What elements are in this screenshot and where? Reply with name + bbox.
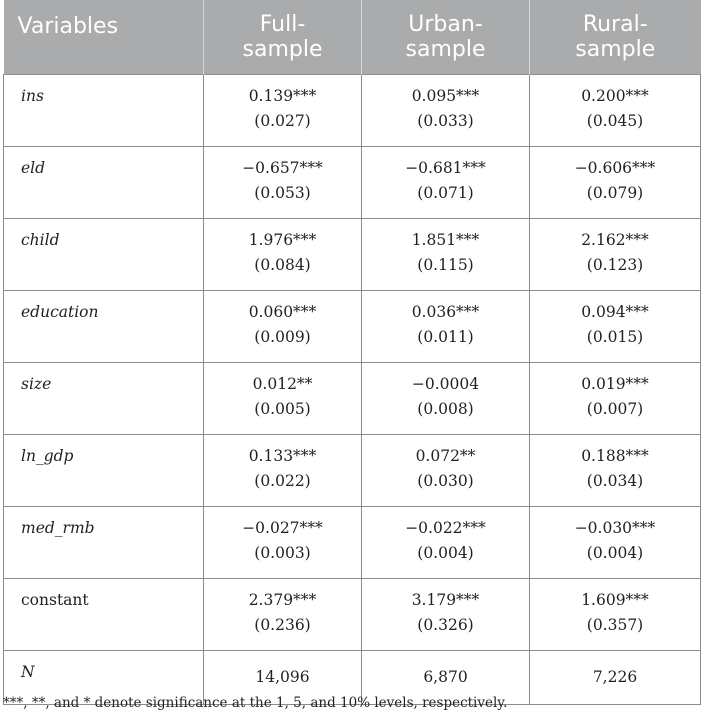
coef: 0.012**	[252, 375, 313, 393]
cell-urban	[362, 435, 530, 507]
std-error: (0.079)	[586, 184, 644, 202]
row-label-text: education	[21, 303, 99, 321]
std-error: (0.008)	[417, 400, 474, 418]
cell-urban	[362, 75, 530, 147]
row-label	[4, 75, 204, 147]
row-label	[4, 147, 204, 219]
row-label-text: size	[21, 375, 52, 393]
coef: 2.162***	[581, 231, 649, 249]
row-label-text: ins	[21, 87, 44, 105]
cell-rural	[530, 75, 701, 147]
std-error: (0.022)	[254, 472, 311, 490]
coef: 0.139***	[248, 87, 317, 105]
cell-full	[204, 435, 362, 507]
cell-full	[204, 507, 362, 579]
coef: −0.0004	[411, 375, 480, 393]
cell-urban	[362, 291, 530, 363]
std-error: (0.009)	[254, 328, 311, 346]
std-error: (0.027)	[254, 112, 311, 130]
cell-rural	[530, 507, 701, 579]
std-error: (0.084)	[254, 256, 311, 274]
table-row-ln-gdp	[4, 435, 701, 507]
table-body	[4, 75, 701, 705]
std-error: (0.004)	[586, 544, 644, 562]
std-error: (0.045)	[586, 112, 644, 130]
std-error: (0.005)	[254, 400, 311, 418]
cell-rural	[530, 219, 701, 291]
header-rural-line2: sample	[575, 37, 656, 62]
cell-rural	[530, 579, 701, 651]
std-error: (0.123)	[586, 256, 644, 274]
cell-urban	[362, 507, 530, 579]
header-full-sample	[204, 0, 362, 75]
row-label	[4, 363, 204, 435]
std-error: (0.034)	[586, 472, 644, 490]
row-label-text: med_rmb	[21, 519, 95, 537]
header-rural-sample	[530, 0, 701, 75]
coef: 0.019***	[581, 375, 649, 393]
cell-full	[204, 291, 362, 363]
row-label-text: eld	[21, 159, 46, 177]
cell-rural	[530, 363, 701, 435]
std-error: (0.030)	[417, 472, 474, 490]
coef: −0.657***	[242, 159, 323, 177]
row-label	[4, 219, 204, 291]
header-full-line1: Full-	[259, 12, 306, 37]
cell-urban	[362, 579, 530, 651]
std-error: (0.015)	[586, 328, 644, 346]
coef: 2.379***	[248, 591, 317, 609]
coef: −0.027***	[242, 519, 323, 537]
row-label-text: N	[21, 663, 35, 681]
row-label	[4, 435, 204, 507]
coef: 1.609***	[581, 591, 649, 609]
cell-urban: 6,870	[362, 651, 530, 705]
cell-urban	[362, 147, 530, 219]
std-error: (0.033)	[417, 112, 474, 130]
coef: −0.606***	[574, 159, 656, 177]
coef: −0.030***	[574, 519, 656, 537]
cell-rural: 7,226	[530, 651, 701, 705]
coef: 0.200***	[581, 87, 649, 105]
std-error: (0.236)	[254, 616, 311, 634]
cell-full: 14,096	[204, 651, 362, 705]
cell-rural	[530, 291, 701, 363]
cell-full	[204, 75, 362, 147]
cell-rural	[530, 147, 701, 219]
std-error: (0.357)	[586, 616, 644, 634]
row-label	[4, 507, 204, 579]
table-row-ins	[4, 75, 701, 147]
table-row-med-rmb	[4, 507, 701, 579]
header-row	[4, 0, 701, 75]
std-error: (0.007)	[586, 400, 644, 418]
coef: 0.133***	[248, 447, 317, 465]
row-label	[4, 579, 204, 651]
coef: 0.036***	[411, 303, 480, 321]
header-rural-line1: Rural-	[582, 12, 648, 37]
coef: 0.072**	[415, 447, 476, 465]
header-urban-line1: Urban-	[408, 12, 483, 37]
table-row-size	[4, 363, 701, 435]
std-error: (0.115)	[417, 256, 474, 274]
table-row-education	[4, 291, 701, 363]
table-row-child	[4, 219, 701, 291]
coef: 0.095***	[411, 87, 480, 105]
row-label-text: child	[21, 231, 60, 249]
std-error: (0.053)	[254, 184, 311, 202]
std-error: (0.326)	[417, 616, 474, 634]
coef: 1.976***	[248, 231, 317, 249]
std-error: (0.011)	[417, 328, 474, 346]
table-footnote: ***, **, and * denote significance at the 1, 5, and 10% levels, respectively.	[3, 695, 508, 711]
regression-table	[3, 0, 701, 705]
cell-full	[204, 219, 362, 291]
coef: 3.179***	[411, 591, 480, 609]
coef: 0.094***	[581, 303, 649, 321]
header-variables: Variables	[4, 0, 204, 75]
header-urban-sample	[362, 0, 530, 75]
row-label-text: ln_gdp	[21, 447, 74, 465]
table-header	[4, 0, 701, 75]
coef: 0.188***	[581, 447, 649, 465]
header-urban-line2: sample	[405, 37, 486, 62]
table-row-eld	[4, 147, 701, 219]
std-error: (0.003)	[254, 544, 311, 562]
coef: 1.851***	[411, 231, 480, 249]
cell-urban	[362, 219, 530, 291]
coef: −0.022***	[405, 519, 486, 537]
cell-urban	[362, 363, 530, 435]
std-error: (0.071)	[417, 184, 474, 202]
coef: 0.060***	[248, 303, 317, 321]
cell-full	[204, 147, 362, 219]
coef: −0.681***	[405, 159, 486, 177]
cell-full	[204, 363, 362, 435]
row-label	[4, 291, 204, 363]
cell-rural	[530, 435, 701, 507]
row-label-text: constant	[21, 591, 89, 609]
std-error: (0.004)	[417, 544, 474, 562]
header-full-line2: sample	[242, 37, 323, 62]
table-row-constant	[4, 579, 701, 651]
cell-full	[204, 579, 362, 651]
